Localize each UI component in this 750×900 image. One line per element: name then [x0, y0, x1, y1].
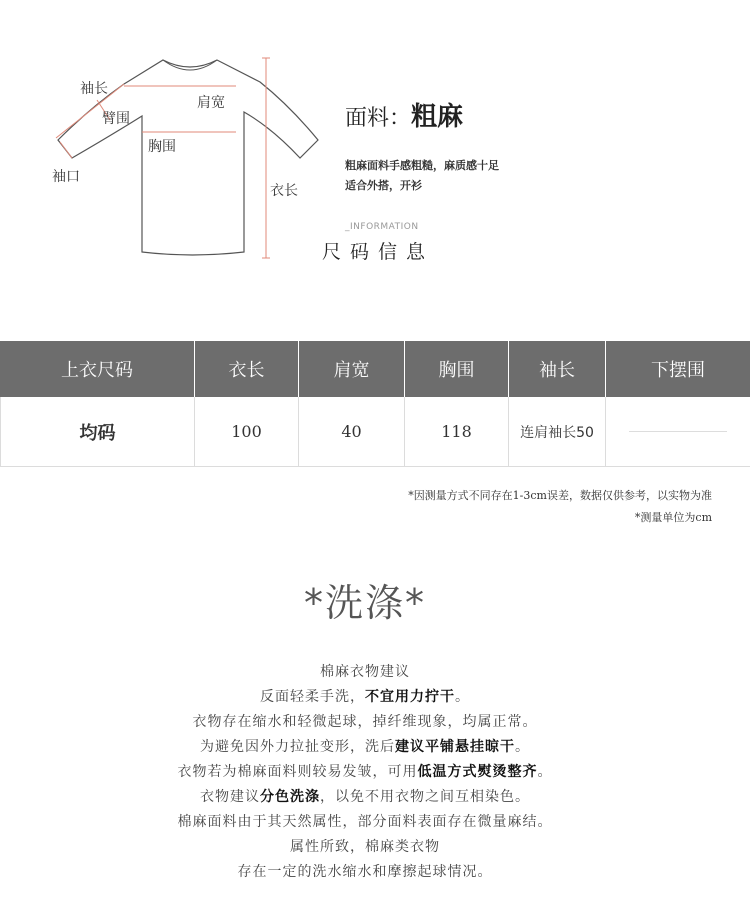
note-unit: *测量单位为cm — [634, 511, 712, 524]
wash-text: 存在一定的洗水缩水和摩擦起球情况。 — [237, 864, 493, 880]
wash-emphasis: 分色洗涤 — [260, 789, 320, 805]
wash-line — [0, 711, 730, 731]
wash-text: 反面轻柔手洗， — [260, 689, 365, 705]
note-measure-error: *因测量方式不同存在1-3cm误差，数据仅供参考，以实物为准 — [408, 489, 712, 502]
cell-shoulder: 40 — [299, 397, 405, 466]
wash-text: 衣物建议 — [200, 789, 260, 805]
wash-line — [0, 761, 730, 781]
cell-chest: 118 — [405, 397, 509, 466]
cell-length: 100 — [195, 397, 299, 466]
label-chest: 胸围 — [148, 139, 176, 155]
header-sleeve: 袖长 — [509, 341, 606, 397]
fabric-desc-1: 粗麻面料手感粗糙，麻质感十足 — [345, 159, 499, 172]
wash-emphasis: 低温方式熨烫整齐 — [417, 764, 538, 780]
wash-line — [0, 686, 730, 706]
wash-text: 衣物若为棉麻面料则较易发皱，可用 — [177, 764, 418, 780]
label-shoulder: 肩宽 — [197, 95, 225, 111]
wash-text: 。 — [537, 764, 553, 780]
wash-emphasis: 不宜用力拧干 — [365, 689, 455, 705]
wash-text: 衣物存在缩水和轻微起球，掉纤维现象，均属正常。 — [192, 714, 538, 730]
wash-line — [0, 836, 730, 856]
wash-text: 为避免因外力拉扯变形，洗后 — [200, 739, 395, 755]
label-length: 衣长 — [270, 183, 298, 199]
wash-line — [0, 861, 730, 881]
wash-title: *洗涤* — [303, 581, 426, 625]
label-cuff: 袖口 — [52, 169, 80, 185]
fabric-desc-2: 适合外搭，开衫 — [345, 179, 422, 192]
table-row — [0, 397, 750, 467]
info-subtitle: _INFORMATION — [345, 222, 419, 232]
label-arm-circ: 臂围 — [102, 111, 130, 127]
empty-value-line — [629, 431, 727, 432]
cell-hem — [606, 397, 750, 466]
wash-text: 。 — [515, 739, 530, 755]
size-table — [0, 341, 750, 467]
fabric-label: 面料： — [345, 106, 412, 131]
header-hem: 下摆围 — [651, 360, 705, 381]
wash-line — [0, 811, 730, 831]
fabric-title — [345, 96, 463, 133]
info-title: 尺码信息 — [322, 241, 435, 263]
fabric-value: 粗麻 — [411, 102, 464, 132]
wash-text: 棉麻衣物建议 — [320, 664, 410, 680]
cell-size: 均码 — [0, 397, 195, 466]
header-shoulder: 肩宽 — [299, 341, 405, 397]
wash-emphasis: 建议平铺悬挂晾干 — [395, 739, 515, 755]
label-sleeve-length: 袖长 — [80, 81, 108, 97]
header-chest: 胸围 — [405, 341, 509, 397]
header-length: 衣长 — [195, 341, 299, 397]
wash-line — [0, 786, 730, 806]
wash-text: 属性所致，棉麻类衣物 — [290, 839, 440, 855]
wash-text: ，以免不用衣物之间互相染色。 — [320, 789, 530, 805]
garment-diagram — [0, 0, 340, 280]
header-size: 上衣尺码 — [0, 341, 195, 397]
wash-text: 。 — [455, 689, 470, 705]
cell-sleeve: 连肩袖长50 — [509, 397, 606, 466]
wash-text: 棉麻面料由于其天然属性，部分面料表面存在微量麻结。 — [177, 814, 553, 830]
size-table-header — [0, 341, 750, 397]
wash-line — [0, 736, 730, 756]
wash-line — [0, 661, 730, 681]
